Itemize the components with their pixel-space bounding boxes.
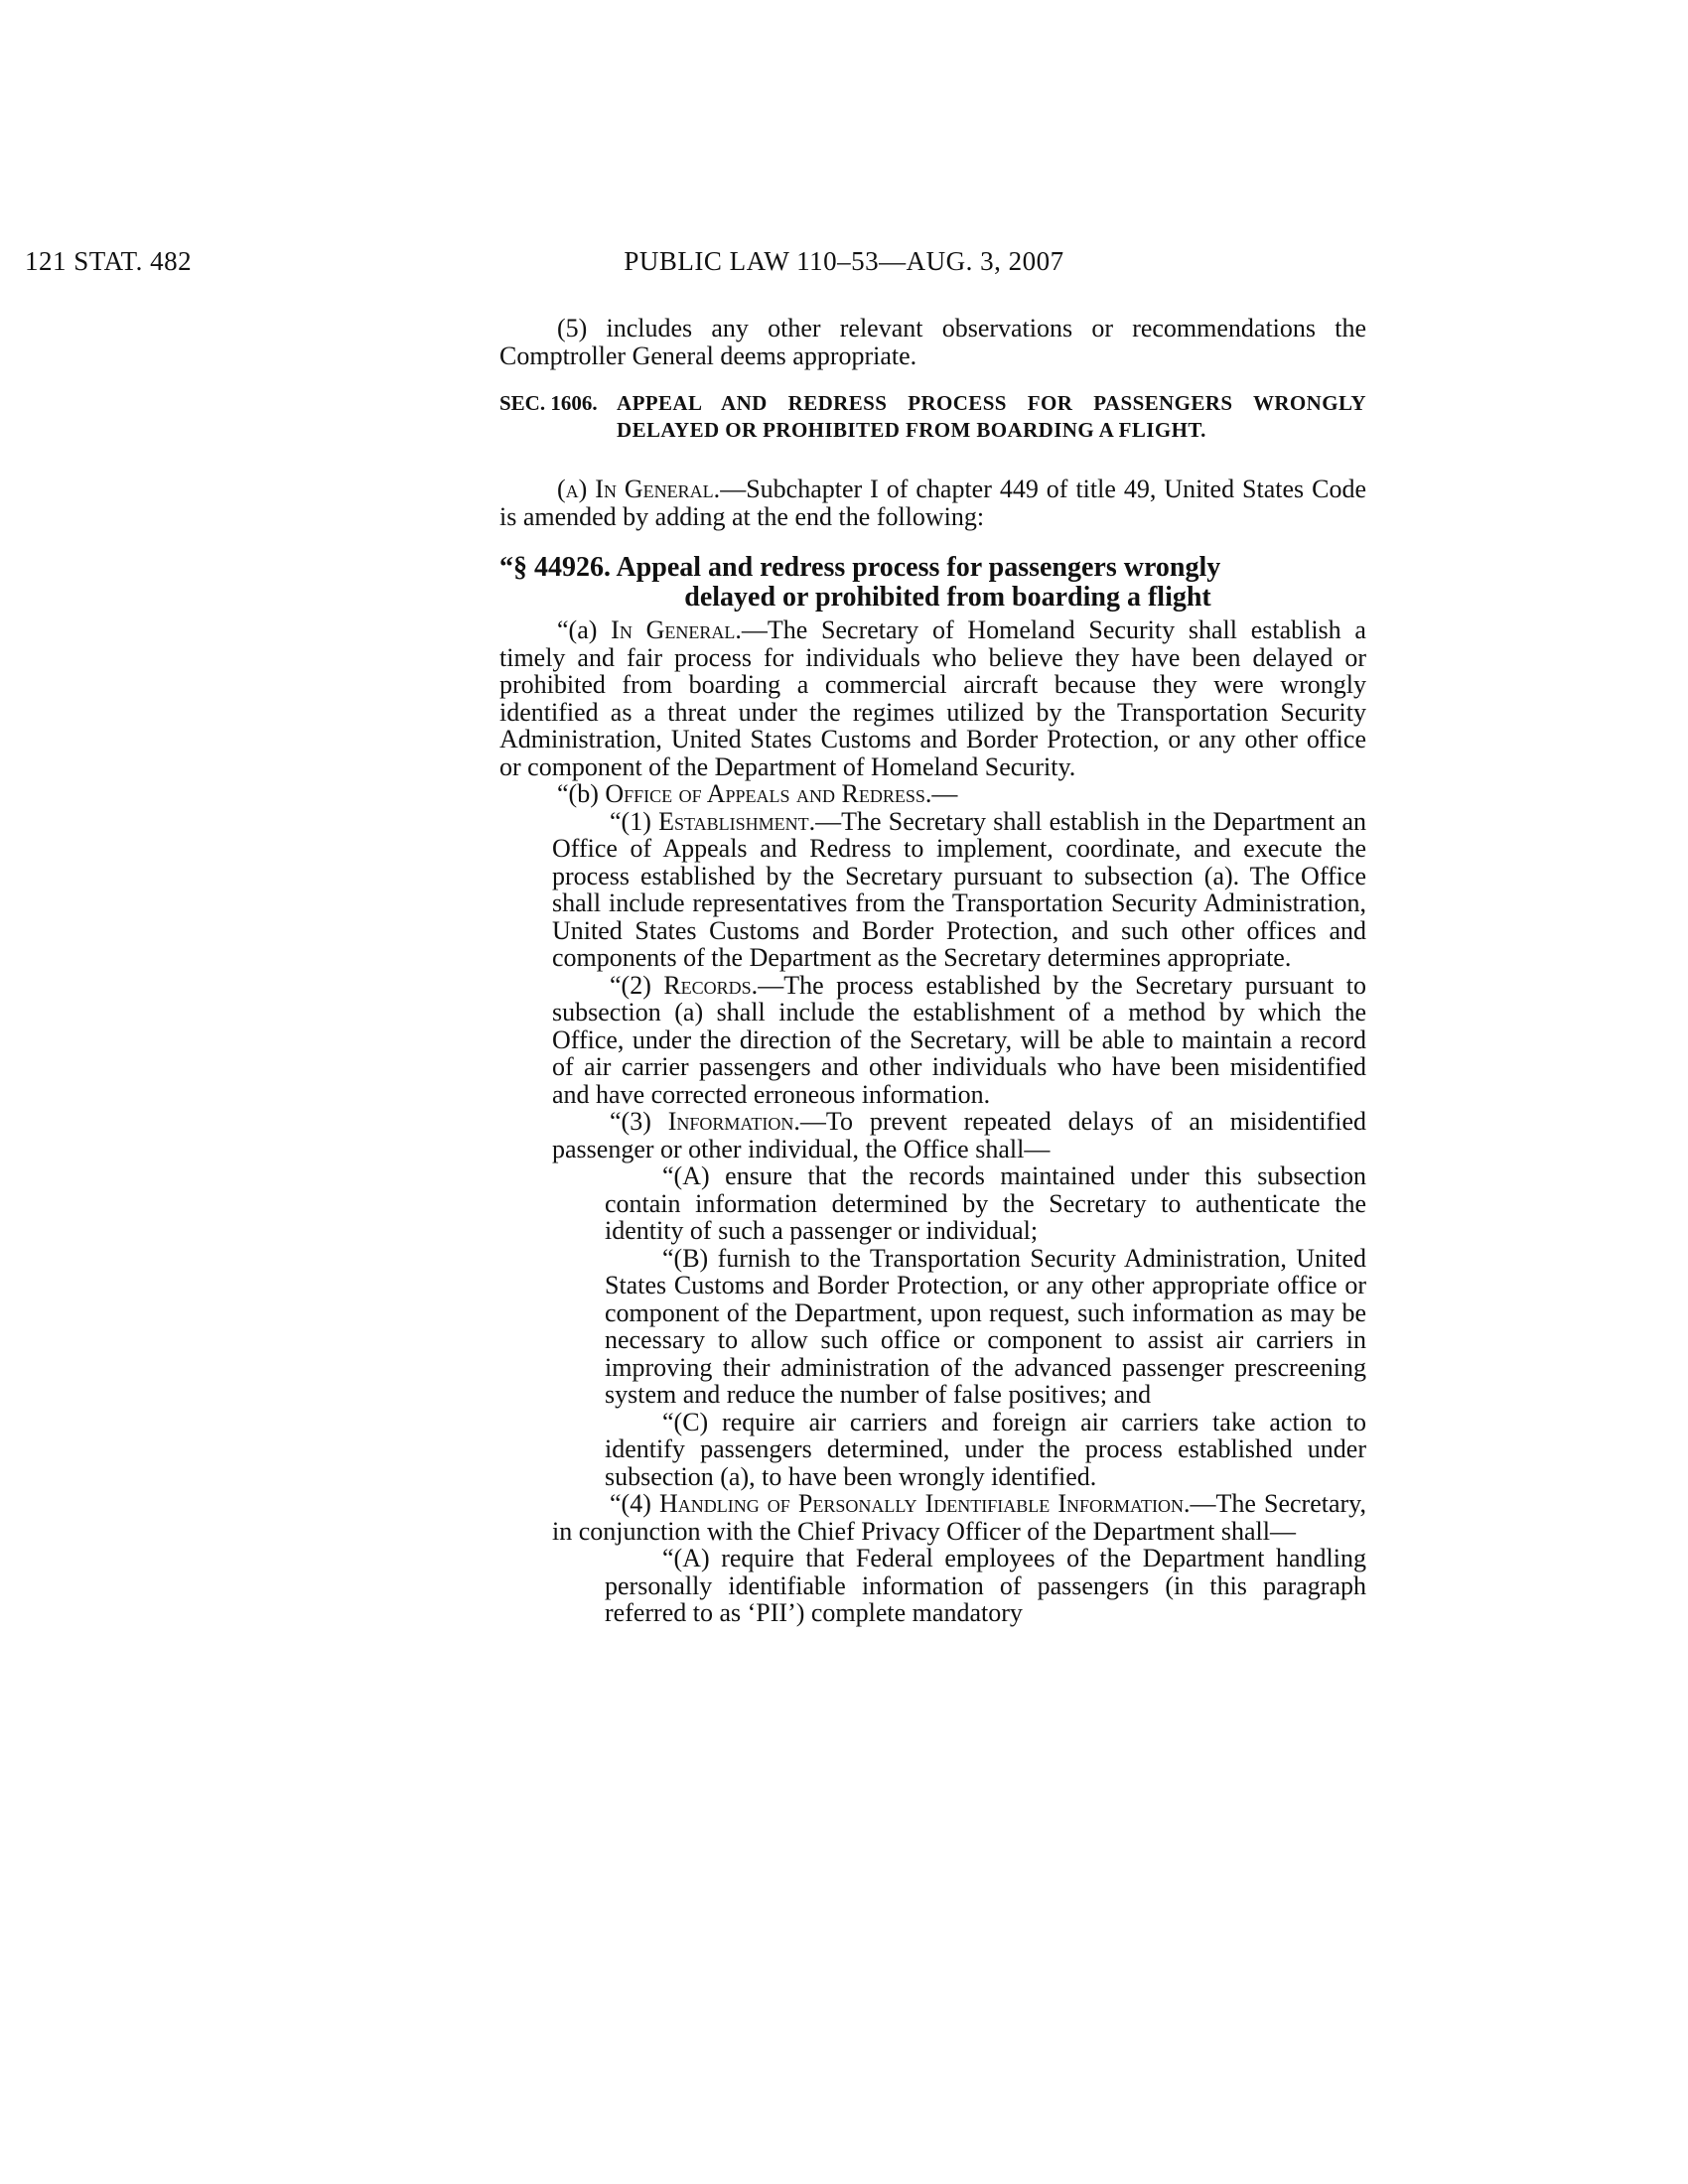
paragraph-b3-prefix: “(3)	[610, 1107, 668, 1136]
paragraph-b2-label: Records.	[663, 970, 759, 1000]
paragraph-b2-prefix: “(2)	[610, 970, 664, 1000]
section-body	[499, 616, 1366, 1627]
amendment-clause	[499, 476, 1366, 530]
paragraph-b1-prefix: “(1)	[610, 806, 659, 836]
paragraph-b4-prefix: “(4)	[610, 1489, 659, 1518]
subsection-b-label: Office of Appeals and Redress.	[605, 779, 932, 808]
statute-page-reference: 121 STAT. 482	[25, 246, 193, 276]
subsection-a-label: In General.	[611, 615, 742, 644]
paragraph-b3-subparagraphs	[552, 1162, 1366, 1490]
paragraph-b4-label: Handling of Personally Identifiable Information.	[658, 1489, 1191, 1518]
paragraph-b4-text: —The Secretary, in conjunction with the Chief Privacy Officer of the Department shall—	[552, 1489, 1366, 1546]
carryover-paragraph	[499, 315, 1366, 369]
subsection-b	[499, 780, 1366, 808]
paragraph-b2-text: —The process established by the Secretary pursuant to subsection (a) shall include the establishment of a method by which the Office, under the direction of the Secretary, will be able to maintain a record of air carrier passengers and other individuals who have been misidentified and have corrected erroneous information.	[552, 970, 1366, 1109]
section-number: SEC. 1606.	[499, 391, 598, 415]
paragraph-5: (5) includes any other relevant observations or recommendations the Comptroller General deems appropriate.	[499, 314, 1366, 370]
new-section-heading-line1: “§ 44926. Appeal and redress process for passengers wrongly	[499, 552, 1221, 583]
amendment-paragraph	[499, 476, 1366, 530]
new-section-heading-line2: delayed or prohibited from boarding a flight	[684, 582, 1211, 613]
paragraph-b1-label: Establishment.	[658, 806, 816, 836]
subsection-a-text: —The Secretary of Homeland Security shall establish a timely and fair process for individuals who believe they have been delayed or prohibited from boarding a commercial aircraft because they were wrongly identified as a threat under the regimes utilized by the Transportation Security Administration, United States Customs and Border Protection, or any other office or component of the Department of Homeland Security.	[499, 615, 1366, 781]
section-title: APPEAL AND REDRESS PROCESS FOR PASSENGERS WRONGLY DELAYED OR PROHIBITED FROM BOARDING A FLIGHT.	[617, 391, 1366, 442]
paragraph-b3-label: Information.	[667, 1107, 800, 1136]
paragraph-b3	[552, 1108, 1366, 1162]
amendment-text: —Subchapter I of chapter 449 of title 49, United States Code is amended by adding at the end the following:	[499, 475, 1366, 531]
subsection-a	[499, 616, 1366, 780]
paragraph-b1	[552, 808, 1366, 972]
paragraph-b4	[552, 1490, 1366, 1545]
subsection-b-prefix: “(b)	[557, 779, 606, 808]
subparagraph-b4-A: “(A) require that Federal employees of the Department handling personally identifiable information of passengers (in this paragraph referred to as ‘PII’) complete mandatory	[605, 1544, 1366, 1627]
subsection-b-dash: —	[931, 779, 958, 808]
paragraph-b4-subparagraphs	[552, 1545, 1366, 1627]
new-section-heading	[499, 553, 1366, 613]
subparagraph-b3-B: “(B) furnish to the Transportation Security Administration, United States Customs and Border Protection, or any other appropriate office or component of the Department, upon request, such information as may be necessary to allow such office or component to assist air carriers in improving their administration of the advanced passenger prescreening system and reduce the number of false positives; and	[605, 1243, 1366, 1409]
paragraph-b2	[552, 972, 1366, 1109]
subsection-b-paragraphs	[499, 808, 1366, 1627]
amendment-label: (a) In General.	[557, 475, 721, 503]
page-header	[25, 246, 1663, 286]
subparagraph-b3-C: “(C) require air carriers and foreign air carriers take action to identify passengers determined, under the process established under subsection (a), to have been wrongly identified.	[605, 1407, 1366, 1491]
paragraph-b3-text: —To prevent repeated delays of an misidentified passenger or other individual, the Office shall—	[552, 1107, 1367, 1163]
running-title: PUBLIC LAW 110–53—AUG. 3, 2007	[624, 246, 1064, 276]
subparagraph-b3-A: “(A) ensure that the records maintained under this subsection contain information determined by the Secretary to authenticate the identity of such a passenger or individual;	[605, 1161, 1366, 1245]
paragraph-b1-text: —The Secretary shall establish in the Department an Office of Appeals and Redress to implement, coordinate, and execute the process established by the Secretary pursuant to subsection (a). The Office shall include representatives from the Transportation Security Administration, United States Customs and Border Protection, and such other offices and components of the Department as the Secretary determines appropriate.	[552, 806, 1366, 972]
subsection-a-prefix: “(a)	[557, 615, 612, 644]
section-heading	[499, 390, 1366, 444]
